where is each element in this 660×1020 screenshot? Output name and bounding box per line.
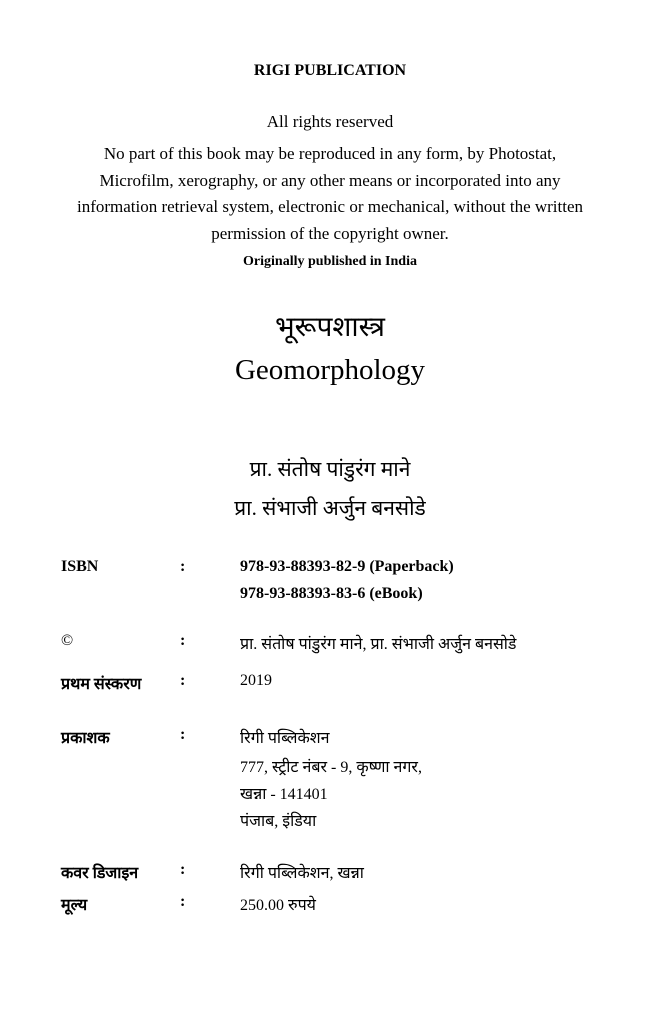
- colon: :: [180, 672, 186, 689]
- cover-design-label: कवर डिजाइन: [61, 865, 139, 882]
- notice-line: No part of this book may be reproduced in any form, by Photostat,: [103, 144, 557, 163]
- publisher-street: 777, स्ट्रीट नंबर - 9, कृष्णा नगर,: [240, 759, 422, 776]
- origin-statement: Originally published in India: [243, 254, 417, 269]
- notice-line: information retrieval system, electronic or mechanical, without the written: [76, 197, 584, 216]
- colon: :: [180, 558, 186, 575]
- isbn-ebook: 978-93-88393-83-6 (eBook): [240, 585, 423, 602]
- book-title-marathi: भूरूपशास्त्र: [275, 312, 385, 343]
- edition-label: प्रथम संस्करण: [61, 676, 142, 693]
- publisher-name: रिगी पब्लिकेशन: [240, 730, 330, 747]
- copyright-notice: [0, 141, 660, 247]
- copyright-holders: प्रा. संतोष पांडुरंग माने, प्रा. संभाजी अर्जुन बनसोडे: [240, 636, 517, 653]
- price-label: मूल्य: [61, 897, 88, 914]
- publisher-label: प्रकाशक: [61, 730, 110, 747]
- publisher-heading: RIGI PUBLICATION: [253, 62, 407, 79]
- isbn-label: ISBN: [61, 558, 99, 575]
- colon: :: [180, 893, 186, 910]
- book-title-english: Geomorphology: [234, 354, 426, 386]
- author-name: प्रा. संतोष पांडुरंग माने: [249, 457, 411, 481]
- isbn-paperback: 978-93-88393-82-9 (Paperback): [240, 558, 454, 575]
- cover-design-value: रिगी पब्लिकेशन, खन्ना: [240, 865, 364, 882]
- publisher-city: खन्ना - 141401: [240, 786, 328, 803]
- author-name: प्रा. संभाजी अर्जुन बनसोडे: [234, 496, 426, 520]
- copyright-symbol: ©: [61, 632, 74, 649]
- colon: :: [180, 726, 186, 743]
- colon: :: [180, 861, 186, 878]
- colon: :: [180, 632, 186, 649]
- notice-line: Microfilm, xerography, or any other means or incorporated into any: [99, 170, 561, 190]
- rights-statement: All rights reserved: [266, 112, 394, 131]
- publisher-state: पंजाब, इंडिया: [240, 813, 317, 830]
- edition-year: 2019: [240, 672, 272, 689]
- notice-line: permission of the copyright owner.: [211, 223, 449, 243]
- price-value: 250.00 रुपये: [240, 897, 316, 914]
